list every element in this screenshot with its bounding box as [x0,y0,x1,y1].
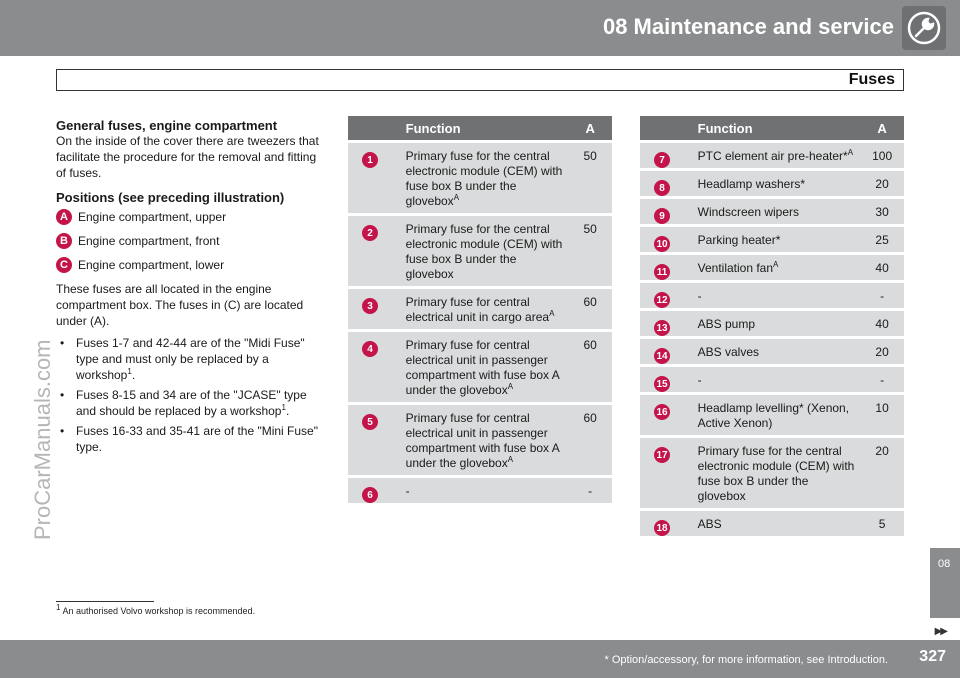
fuse-table-left [348,116,612,503]
left-column [56,118,324,459]
fuse-number-cell [640,224,694,252]
function-text: ABS [697,517,722,531]
table-header-row [640,116,904,140]
location-paragraph: These fuses are all located in the engine compartment box. The fuses in (C) are located under (A). [56,282,304,328]
function-text: Primary fuse for the central electronic module (CEM) with fuse box B under the glovebox [405,222,563,281]
watermark: ProCarManuals.com [30,339,55,540]
function-cell [694,140,861,168]
amperage-cell: 10 [860,392,904,435]
fuse-number-icon: 17 [654,447,670,463]
badge-column-header [640,116,694,140]
function-column-header: Function [402,116,569,140]
fuse-number-cell [640,308,694,336]
function-cell [402,213,569,286]
badge-column-header [348,116,402,140]
fuse-number-icon: 12 [654,292,670,308]
table-row [640,308,904,336]
fuse-number-cell [640,196,694,224]
position-item [56,233,324,249]
maintenance-icon [902,6,946,50]
function-note: A [453,193,460,202]
position-letter-icon: B [56,233,72,249]
page-number: 327 [919,648,946,665]
section-header [56,69,904,91]
fuse-number-icon: 15 [654,376,670,392]
fuse-number-icon: 6 [362,487,378,503]
fuse-number-icon: 4 [362,341,378,357]
amperage-cell: 60 [568,402,612,475]
function-text: Primary fuse for central electrical unit in passenger compartment with fuse box A under the glovebox [405,338,560,397]
fuse-number-cell [348,329,402,402]
list-item-end: . [131,368,136,382]
function-note: A [507,382,514,391]
function-cell [694,280,861,308]
function-cell [694,435,861,508]
fuse-number-icon: 13 [654,320,670,336]
function-cell [694,224,861,252]
section-title: Fuses [848,71,895,88]
chapter-tab [930,548,960,618]
fuse-number-cell [348,213,402,286]
fuse-number-icon: 9 [654,208,670,224]
function-text: Headlamp levelling* (Xenon, Active Xenon) [697,401,850,430]
amperage-cell: 20 [860,435,904,508]
list-item [56,423,324,455]
footnote-ref: 1 [281,403,286,412]
amperage-cell: 5 [860,508,904,536]
fuse-number-cell [348,286,402,329]
fuse-number-icon: 1 [362,152,378,168]
table-row [640,280,904,308]
footnote-rule [56,601,154,602]
table-row [640,508,904,536]
amperage-cell: - [860,364,904,392]
function-text: Ventilation fan [697,261,774,275]
fuse-number-icon: 8 [654,180,670,196]
fuse-number-cell [640,168,694,196]
list-item-end: . [285,404,290,418]
function-cell [694,308,861,336]
position-text: Engine compartment, lower [78,258,225,272]
amperage-cell: 50 [568,213,612,286]
list-item [56,335,324,383]
function-cell [694,364,861,392]
amperage-cell: - [860,280,904,308]
amperage-cell: 40 [860,252,904,280]
function-cell [694,336,861,364]
fuse-number-cell [640,336,694,364]
fuse-number-cell [348,402,402,475]
function-cell [694,392,861,435]
function-column-header: Function [694,116,861,140]
amperage-cell: 60 [568,286,612,329]
function-text: Primary fuse for the central electronic module (CEM) with fuse box B under the glovebox [697,444,855,503]
fuse-number-icon: 2 [362,225,378,241]
table-row [640,392,904,435]
fuse-number-icon: 11 [654,264,670,280]
table-row [348,402,612,475]
table-row [348,140,612,213]
amperage-cell: 20 [860,168,904,196]
list-item-text: Fuses 16-33 and 35-41 are of the "Mini Fuse" type. [76,424,318,454]
function-text: Windscreen wipers [697,205,800,219]
position-text: Engine compartment, upper [78,210,227,224]
fuse-number-icon: 3 [362,298,378,314]
amperage-cell: 50 [568,140,612,213]
function-note: A [847,148,854,157]
function-cell [402,329,569,402]
function-cell [694,508,861,536]
function-cell [402,475,569,503]
fuse-type-list [56,335,324,455]
function-text: PTC element air pre-heater* [697,149,848,163]
amperage-cell: 100 [860,140,904,168]
function-cell [694,196,861,224]
footnote-number: 1 [56,603,61,612]
amperage-cell: - [568,475,612,503]
general-fuses-heading: General fuses, engine compartment [56,118,278,133]
table-row [640,140,904,168]
amperage-cell: 60 [568,329,612,402]
function-text: - [697,289,702,303]
function-note: A [549,309,555,318]
function-text: Primary fuse for central electrical unit in cargo area [405,295,550,324]
position-text: Engine compartment, front [78,234,220,248]
fuse-number-cell [640,508,694,536]
intro-text: On the inside of the cover there are tweezers that facilitate the procedure for the removal and fitting of fuses. [56,134,319,180]
fuse-number-cell [348,475,402,503]
table-row [640,252,904,280]
fuse-number-cell [348,140,402,213]
footnote [56,603,256,616]
positions-list [56,209,324,273]
table-row [640,364,904,392]
position-letter-icon: C [56,257,72,273]
fuse-number-icon: 14 [654,348,670,364]
fuse-number-icon: 7 [654,152,670,168]
function-cell [402,286,569,329]
function-text: Primary fuse for the central electronic module (CEM) with fuse box B under the glovebox [405,149,563,208]
list-item-text: Fuses 8-15 and 34 are of the "JCASE" type and should be replaced by a workshop [76,388,307,418]
table-row [640,435,904,508]
function-text: - [697,373,702,387]
function-text: Parking heater* [697,233,781,247]
function-cell [402,140,569,213]
fuse-number-icon: 16 [654,404,670,420]
amperage-cell: 25 [860,224,904,252]
fuse-number-cell [640,435,694,508]
table-row [348,475,612,503]
function-note: A [773,260,779,269]
amp-column-header: A [568,116,612,140]
amperage-cell: 20 [860,336,904,364]
fuse-table-right [640,116,904,536]
fuse-number-cell [640,392,694,435]
function-text: ABS valves [697,345,759,359]
footnote-ref: 1 [127,367,132,376]
function-text: ABS pump [697,317,756,331]
footer-bar [0,640,960,678]
amp-column-header: A [860,116,904,140]
option-note: * Option/accessory, for more information, see Introduction. [604,654,888,666]
chapter-header-bar [0,0,960,56]
chapter-tab-label: 08 [938,558,951,570]
table-row [348,286,612,329]
fuse-number-icon: 18 [654,520,670,536]
table-row [640,196,904,224]
next-page-arrows-icon: ▶▶ [934,626,946,637]
function-cell [402,402,569,475]
function-text: - [405,484,410,498]
table-row [348,329,612,402]
function-text: Headlamp washers* [697,177,806,191]
list-item [56,387,324,419]
amperage-cell: 30 [860,196,904,224]
function-note: A [507,455,514,464]
position-letter-icon: A [56,209,72,225]
table-header-row [348,116,612,140]
amperage-cell: 40 [860,308,904,336]
position-item [56,209,324,225]
table-row [640,168,904,196]
table-row [348,213,612,286]
list-item-text: Fuses 1-7 and 42-44 are of the "Midi Fuse" type and must only be replaced by a workshop [76,336,305,382]
fuse-number-icon: 10 [654,236,670,252]
function-cell [694,252,861,280]
fuse-number-cell [640,252,694,280]
function-text: Primary fuse for central electrical unit in passenger compartment with fuse box A under the glovebox [405,411,560,470]
fuse-number-cell [640,140,694,168]
position-item [56,257,324,273]
fuse-number-icon: 5 [362,414,378,430]
footnote-text: An authorised Volvo workshop is recommended. [62,606,256,616]
function-cell [694,168,861,196]
positions-heading: Positions (see preceding illustration) [56,190,285,205]
fuse-number-cell [640,280,694,308]
table-row [640,336,904,364]
table-row [640,224,904,252]
chapter-title: 08 Maintenance and service [602,14,894,39]
fuse-number-cell [640,364,694,392]
